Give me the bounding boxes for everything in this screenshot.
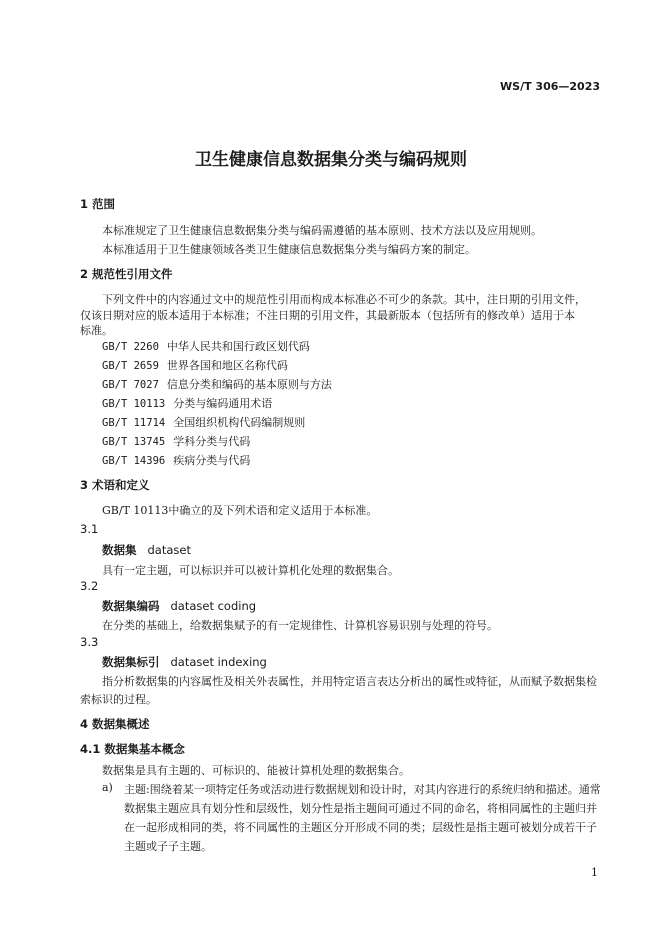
term-en: dataset indexing [170, 655, 267, 669]
section-4-1-paragraph: 数据集是具有主题的、可标识的、能被计算机处理的数据集合。 [102, 764, 410, 777]
reference-code: GB/T 10113 [102, 398, 166, 410]
section-2-heading: 2 规范性引用文件 [80, 267, 173, 281]
reference-item [102, 414, 305, 430]
section-3-heading: 3 术语和定义 [80, 478, 150, 492]
section-2-paragraph-line-3: 标准。 [80, 324, 113, 337]
reference-item [102, 395, 272, 411]
term-number: 3.1 [80, 522, 99, 536]
term-number: 3.2 [80, 579, 99, 593]
reference-title: 疾病分类与代码 [173, 454, 251, 467]
reference-item [102, 433, 250, 449]
page-number: 1 [591, 866, 598, 879]
section-2-paragraph-line-1: 下列文件中的内容通过文中的规范性引用而构成本标准必不可少的条款。其中，注日期的引用文件， [102, 293, 586, 306]
section-1-heading: 1 范围 [80, 197, 116, 211]
item-a-line-2: 数据集主题应具有划分性和层级性，划分性是指主题间可通过不同的命名，将相同属性的主题归并 [124, 802, 597, 815]
reference-item [102, 357, 288, 373]
reference-item [102, 376, 332, 392]
reference-code: GB/T 14396 [102, 455, 166, 467]
item-a-line-3: 在一起形成相同的类，将不同属性的主题区分开形成不同的类；层级性是指主题可被划分成若干子 [124, 821, 597, 834]
section-4-heading: 4 数据集概述 [80, 717, 150, 731]
section-1-paragraph-2: 本标准适用于卫生健康领域各类卫生健康信息数据集分类与编码方案的制定。 [102, 243, 476, 256]
reference-code: GB/T 11714 [102, 417, 166, 429]
section-3-intro: GB/T 10113中确立的及下列术语和定义适用于本标准。 [102, 504, 378, 517]
term-en: dataset coding [170, 599, 257, 613]
document-number: WS/T 306—2023 [500, 80, 600, 93]
reference-title: 中华人民共和国行政区划代码 [166, 340, 310, 353]
reference-title: 全国组织机构代码编制规则 [173, 416, 306, 429]
term-zh: 数据集编码 [102, 599, 160, 613]
reference-item [102, 452, 250, 468]
reference-title: 世界各国和地区名称代码 [166, 359, 288, 372]
section-4-1-heading: 4.1 数据集基本概念 [80, 742, 185, 756]
term-definition: 在分类的基础上，给数据集赋予的有一定规律性、计算机容易识别与处理的符号。 [102, 619, 498, 632]
term-definition: 具有一定主题，可以标识并可以被计算机化处理的数据集合。 [102, 564, 399, 577]
term-heading [102, 598, 256, 614]
term-definition-line-1: 指分析数据集的内容属性及相关外表属性，并用特定语言表达分析出的属性或特征，从而赋予数据集检 [102, 675, 597, 688]
term-en: dataset [147, 543, 191, 557]
item-a-line-1: 主题:围绕着某一项特定任务或活动进行数据规划和设计时，对其内容进行的系统归纳和描述。通常 [124, 783, 601, 796]
reference-code: GB/T 13745 [102, 436, 166, 448]
term-zh: 数据集 [102, 543, 137, 557]
term-heading [102, 654, 267, 670]
reference-code: GB/T 2659 [102, 360, 159, 372]
term-definition-line-2: 索标识的过程。 [80, 693, 157, 706]
section-1-paragraph-1: 本标准规定了卫生健康信息数据集分类与编码需遵循的基本原则、技术方法以及应用规则。 [102, 224, 542, 237]
section-2-paragraph-line-2: 仅该日期对应的版本适用于本标准；不注日期的引用文件，其最新版本（包括所有的修改单）适用于本 [80, 309, 575, 322]
reference-title: 学科分类与代码 [173, 435, 251, 448]
reference-code: GB/T 7027 [102, 379, 159, 391]
term-zh: 数据集标引 [102, 655, 160, 669]
page-title: 卫生健康信息数据集分类与编码规则 [195, 150, 467, 170]
reference-title: 分类与编码通用术语 [173, 397, 273, 410]
reference-item [102, 338, 310, 354]
reference-title: 信息分类和编码的基本原则与方法 [166, 378, 332, 391]
term-heading [102, 542, 191, 558]
term-number: 3.3 [80, 635, 99, 649]
item-a-line-4: 主题或子子主题。 [124, 840, 212, 853]
list-marker-a: a) [102, 781, 113, 794]
reference-code: GB/T 2260 [102, 341, 159, 353]
